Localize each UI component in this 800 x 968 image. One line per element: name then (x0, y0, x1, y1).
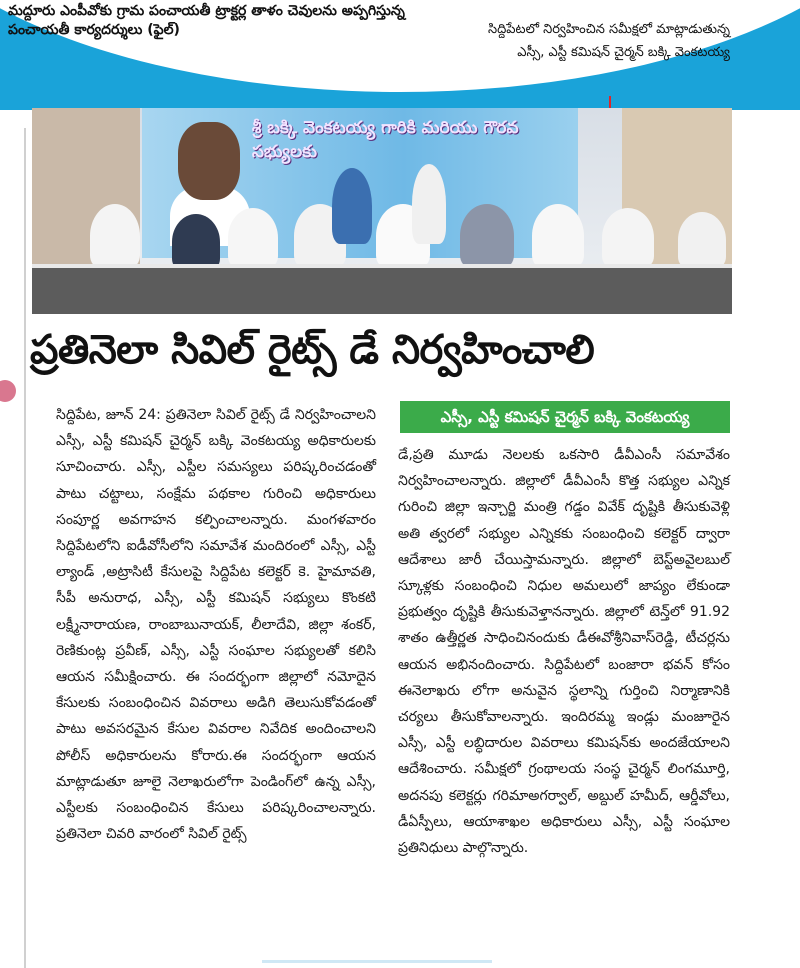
news-photo (32, 108, 732, 314)
attendee (332, 168, 372, 244)
column-rule (24, 128, 26, 968)
attendee (412, 164, 446, 244)
headline: ప్రతినెలా సివిల్ రైట్స్ డే నిర్వహించాలి (30, 327, 595, 373)
photo-table (32, 268, 732, 314)
attendee (532, 204, 584, 268)
left-column-text: సిద్దిపేట, జూన్ 24: ప్రతినెలా సివిల్ రైట్స్ డే నిర్వహించాలని ఎస్సీ, ఎస్టీ కమిషన్ చైర్మన్ బక్కి వెంకటయ్య అధికారులకు సూచించారు. ఎస్సీ, ఎస్టీల సమస్యలు పరిష్కరించడంతో పాటు చట్టాలు, సంక్షేమ పథకాల గురించి అధికారులు సంపూర్ణ అవగాహన కల్పించాలన్నారు. మంగళవారం సిద్దిపేటలోని ఐడీవోసీలోని సమావేశ మందిరంలో ఎస్సీ, ఎస్టీ ల్యాండ్ ,అట్రాసిటీ కేసులపై సిద్దిపేట కలెక్టర్ కె. హైమావతి, సీపీ అనురాధ, ఎస్సీ, ఎస్టీ కమిషన్ సభ్యులు కొంకటి లక్ష్మీనారాయణ, రాంబాబునాయక్, లీలాదేవి, జిల్లా శంకర్, రెణికుంట్ల ప్రవీణ్, ఎస్సీ, ఎస్టీ సంఘాల సభ్యులతో కలిసి ఆయన సమీక్షించారు. ఈ సందర్భంగా జిల్లాలో నమోదైన కేసులకు సంబంధించిన వివరాలు అడిగి తెలుసుకోవడంతో పాటు అవసరమైన కేసుల వివరాల నివేదిక అందించాలని పోలీస్ అధికారులను కోరారు.ఈ సందర్భంగా ఆయన మాట్లాడుతూ జూలై నెలాఖరులోగా పెండింగ్‌లో ఉన్న ఎస్సీ, ఎస్టీలకు సంబంధించిన కేసులు పరిష్కరించాలన్నారు. ప్రతినెలా చివరి వారంలో సివిల్ రైట్స్ (56, 407, 376, 843)
decorative-dot (0, 380, 16, 402)
attendee (460, 204, 514, 268)
banner-portrait (178, 122, 240, 200)
subheadline-box: ఎస్సీ, ఎస్టీ కమిషన్ చైర్మన్ బక్కి వెంకటయ్య (400, 401, 730, 433)
photo-caption: సిద్దిపేటలో నిర్వహించిన సమీక్షలో మాట్లాడుతున్న ఎస్సీ, ఎస్టీ కమిషన్ చైర్మన్ బక్కి వెంకటయ్య (487, 22, 730, 60)
previous-story-caption: మద్దూరు ఎంపీవోకు గ్రామ పంచాయతీ ట్రాక్టర్ల తాళం చెవులను అప్పగిస్తున్న పంచాయతీ కార్యదర్శులు (ఫైల్) (8, 3, 405, 38)
attendee (228, 208, 278, 268)
bottom-rule (262, 960, 492, 963)
attendee (172, 214, 220, 270)
attendee (678, 212, 726, 268)
article-column-left (56, 402, 376, 847)
attendee (90, 204, 140, 268)
right-column-text: డే,ప్రతి మూడు నెలలకు ఒకసారి డీవీఎంసీ సమావేశం నిర్వహించాలన్నారు. జిల్లాలో డీవీఎంసీ కొత్త సభ్యుల ఎన్నిక గురించి జిల్లా ఇన్చార్జి మంత్రి గడ్డం వివేక్ దృష్టికి తీసుకువెళ్లి అతి త్వరలో సభ్యుల ఎన్నికకు సంబంధించి కలెక్టర్ ద్వారా ఆదేశాలు జారీ చేయిస్తామన్నారు. జిల్లాలో బెస్ట్అవైలబుల్ స్కూళ్లకు సంబంధించి నిధుల అమలులో జాప్యం లేకుండా ప్రభుత్వం దృష్టికి తీసుకువెళ్తానన్నారు. జిల్లాలో టెన్త్‌లో 91.92 శాతం ఉత్తీర్ణత సాధించినందుకు డీఈవోశ్రీనివాస్‌రెడ్డి, టీచర్లను ఆయన అభినందించారు. సిద్దిపేటలో బంజారా భవన్ కోసం ఈనెలాఖరు లోగా అనువైన స్థలాన్ని గుర్తించి నిర్మాణానికి చర్యలు తీసుకోవాలన్నారు. ఇందిరమ్మ ఇండ్లు మంజూరైన ఎస్సీ, ఎస్టీ లబ్ధిదారుల వివరాలు కమిషన్‌కు అందజేయాలని ఆదేశించారు. సమీక్షలో గ్రంథాలయ సంస్థ చైర్మన్ లింగమూర్తి, అదనపు కలెక్టర్లు గరిమాఅగర్వాల్, అబ్దుల్ హమీద్, ఆర్డీవోలు, డీఏస్పీలు, ఆయాశాఖల అధికారులు ఎస్సీ, ఎస్టీ సంఘాల ప్రతినిధులు పాల్గొన్నారు. (398, 447, 730, 857)
photo-banner-text: శ్రీ బక్కి వెంకటయ్య గారికి మరియు గౌరవ సభ్యులకు (252, 118, 519, 162)
attendee (602, 208, 654, 268)
article-column-right (398, 442, 730, 861)
